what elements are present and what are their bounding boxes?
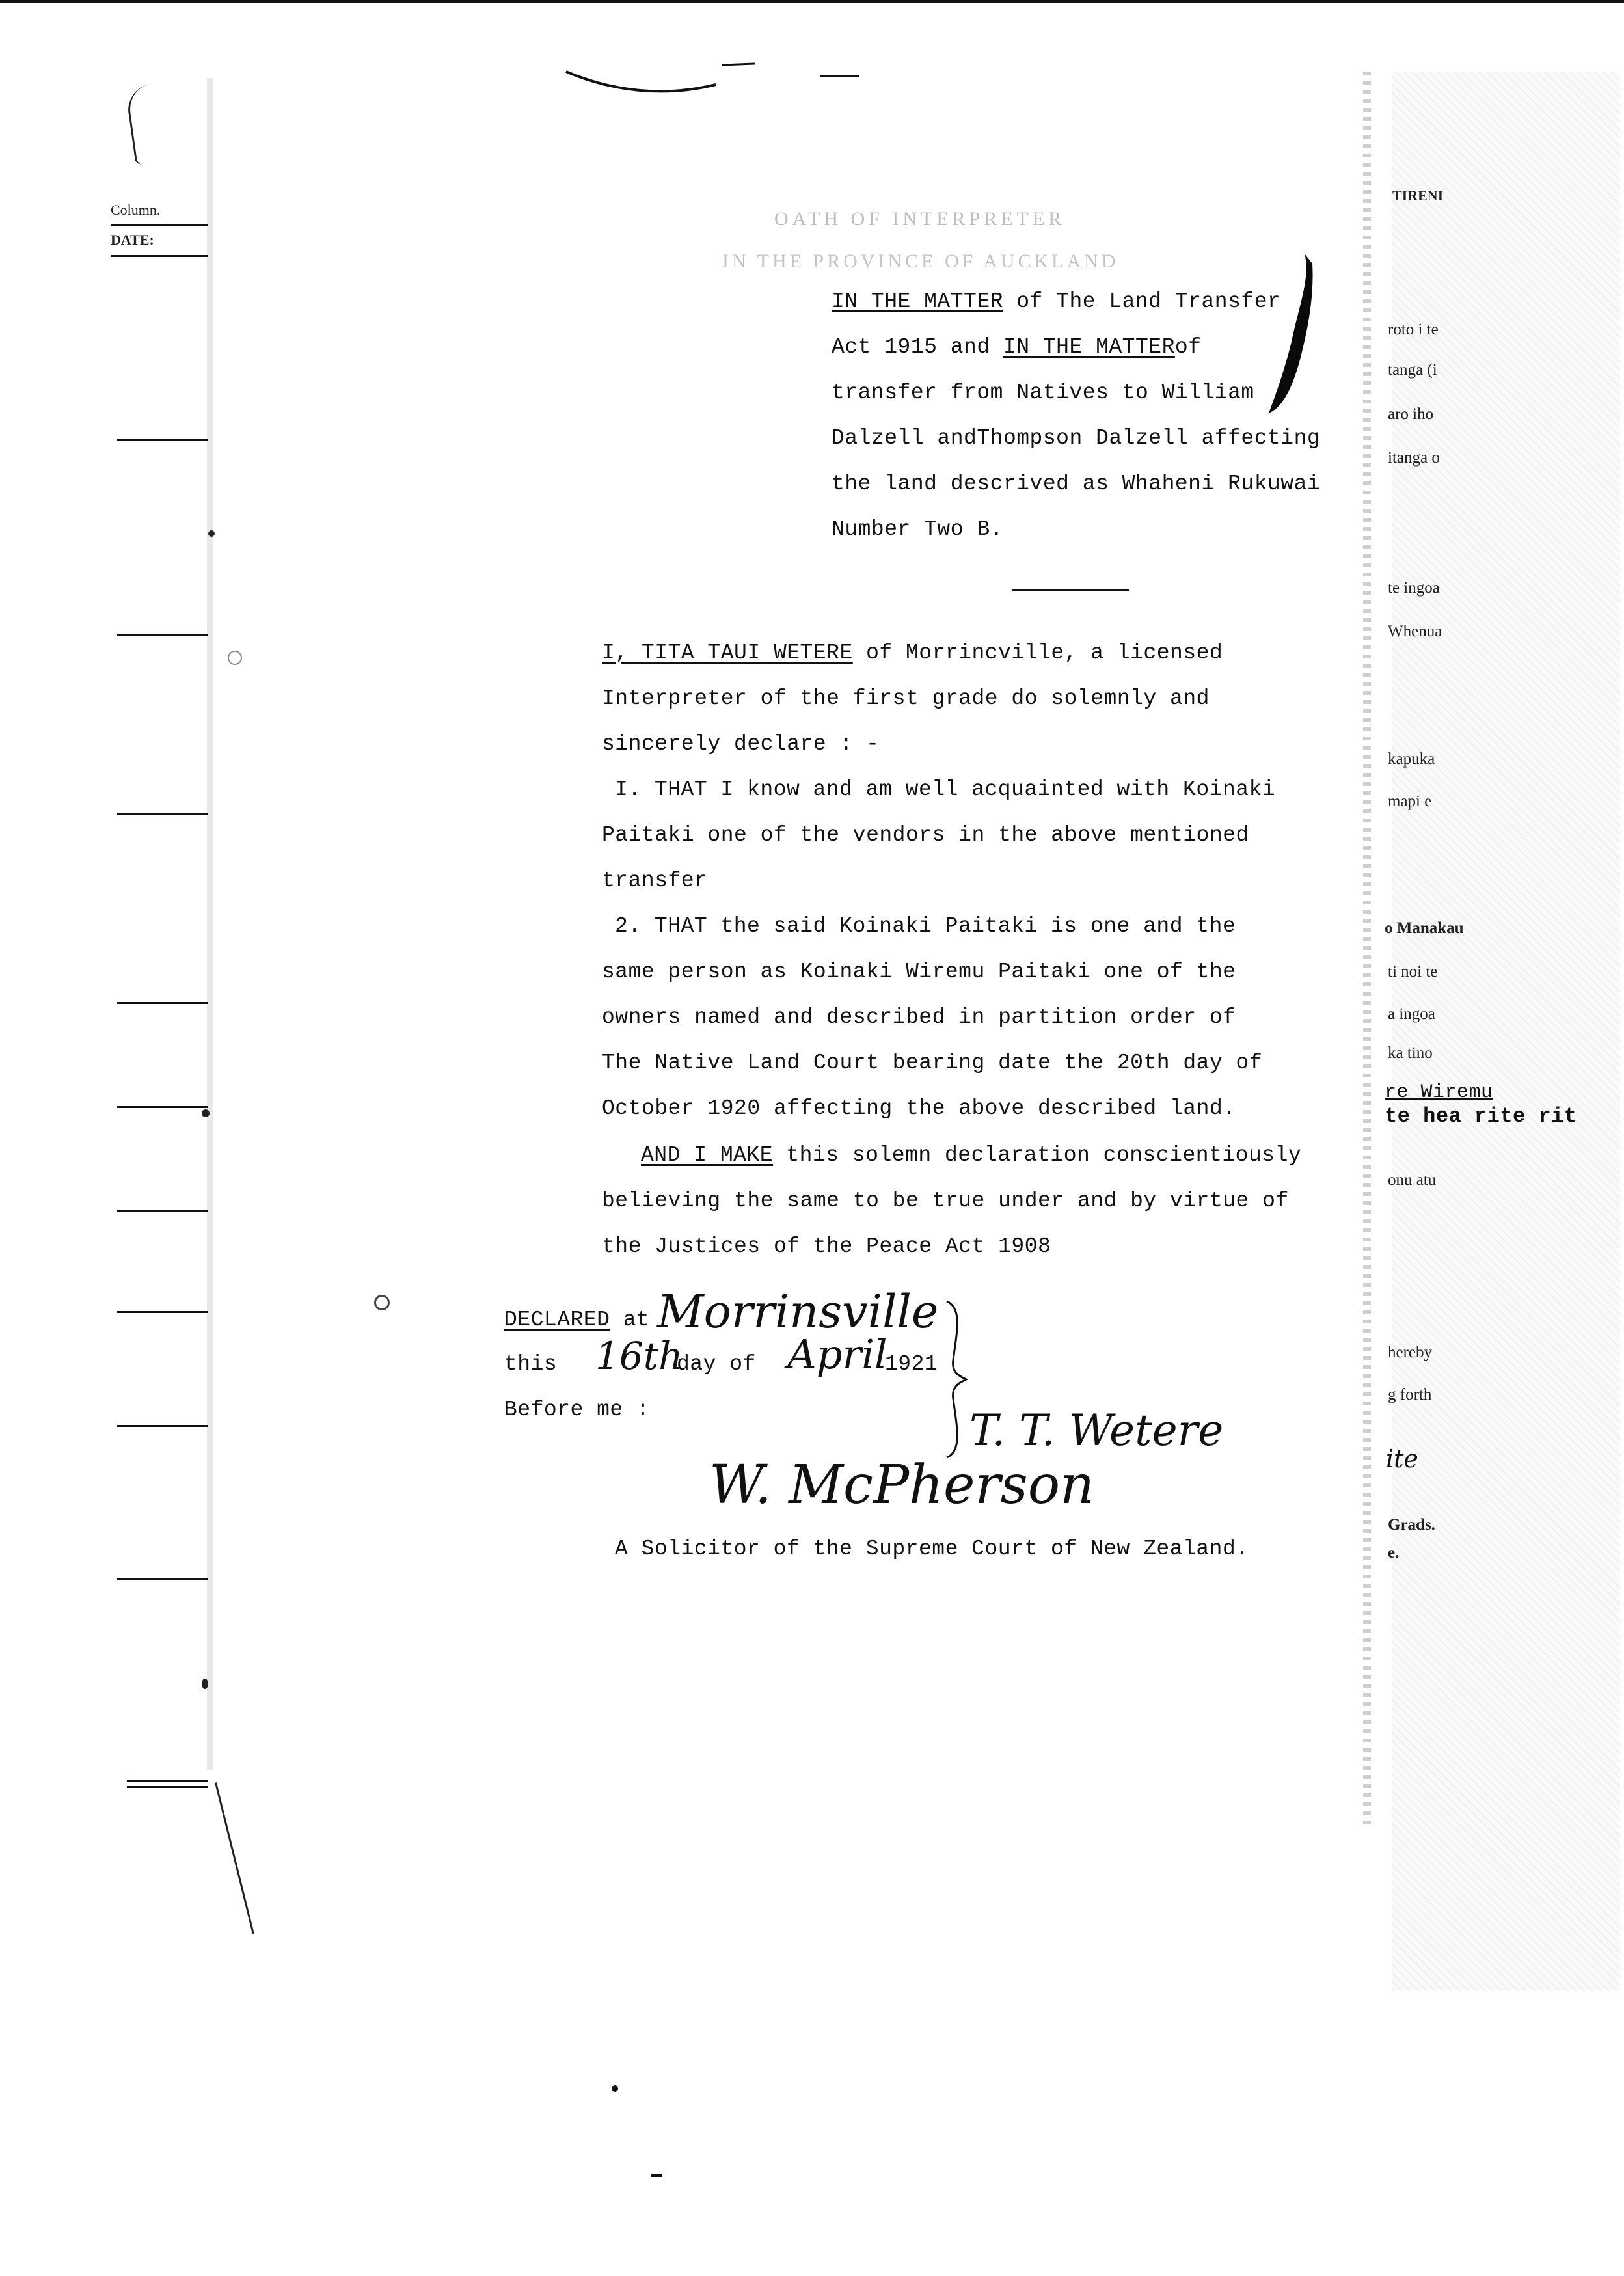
left-tick (117, 813, 208, 815)
month-handwritten: April (787, 1331, 887, 1378)
left-column-label: Column. (111, 202, 161, 218)
declared-label: DECLARED (504, 1308, 610, 1332)
paragraph-2-line: same person as Koinaki Wiremu Paitaki one of the (602, 960, 1236, 984)
day-handwritten: 16th (595, 1334, 683, 1378)
left-double-rule (127, 1780, 208, 1782)
right-fragment: itanga o (1388, 449, 1440, 467)
closing-line: AND I MAKE this solemn declaration conscientiously (641, 1143, 1302, 1167)
section-divider (1012, 589, 1129, 591)
right-edge-texture (1392, 72, 1620, 1991)
right-fragment: te hea rite rit (1385, 1104, 1577, 1128)
left-tick (117, 634, 208, 636)
top-pen-curve (560, 59, 774, 98)
binding-shadow (207, 78, 213, 1770)
paragraph-1-line: I. THAT I know and am well acquainted with Koinaki (615, 778, 1276, 802)
right-fragment: te ingoa (1388, 579, 1440, 597)
left-tick (117, 439, 208, 441)
left-tick (117, 1425, 208, 1427)
faded-header-line-2: IN THE PROVINCE OF AUCKLAND (722, 251, 1119, 272)
witness-signature: W. McPherson (709, 1454, 1094, 1516)
right-fragment: o Manakau (1385, 919, 1464, 937)
paragraph-2-line: October 1920 affecting the above described land. (602, 1096, 1236, 1120)
right-fragment: ti noi te (1388, 963, 1438, 981)
right-fragment: g forth (1388, 1386, 1432, 1403)
paragraph-2-line: owners named and described in partition order of (602, 1005, 1236, 1029)
year-printed: 1921 (885, 1352, 938, 1376)
declarant-signature: T. T. Wetere (969, 1405, 1224, 1456)
ink-blot (1265, 251, 1324, 420)
right-fragment: Grads. (1388, 1516, 1435, 1534)
in-the-matter-heading: IN THE MATTER (832, 290, 1003, 314)
matter-line-2: Act 1915 and IN THE MATTERof (832, 335, 1202, 359)
scan-speck (651, 2174, 662, 2177)
left-tick (117, 1578, 208, 1580)
paragraph-1-line: transfer (602, 869, 708, 893)
pen-mark-top-left (125, 82, 176, 165)
scan-speck (202, 1109, 210, 1117)
paragraph-1-line: Paitaki one of the vendors in the above mentioned (602, 823, 1249, 847)
declaration-line: Interpreter of the first grade do solemnly and (602, 686, 1210, 711)
closing-line: believing the same to be true under and by virtue of (602, 1189, 1289, 1213)
declarant-name: I, TITA TAUI WETERE (602, 641, 853, 665)
right-fold-line (1363, 72, 1371, 1828)
left-tick (117, 1106, 208, 1108)
right-fragment: Whenua (1388, 623, 1442, 640)
left-date-label: DATE: (111, 232, 154, 248)
witness-title: A Solicitor of the Supreme Court of New Zealand. (615, 1537, 1249, 1561)
left-tick (117, 1210, 208, 1212)
right-fragment: aro iho (1388, 405, 1434, 423)
right-fragment: kapuka (1388, 750, 1435, 768)
right-fragment: mapi e (1388, 793, 1432, 810)
left-tick (117, 1002, 208, 1004)
and-i-make-heading: AND I MAKE (641, 1143, 774, 1167)
right-fragment: onu atu (1388, 1171, 1437, 1189)
left-double-rule (127, 1786, 208, 1788)
right-handwriting-fragment: ite (1386, 1444, 1418, 1473)
right-fragment: TIRENI (1392, 187, 1444, 204)
faded-header-line-1: OATH OF INTERPRETER (774, 208, 1066, 230)
declared-at-line: DECLARED at (504, 1308, 650, 1332)
right-fragment: tanga (i (1388, 361, 1437, 379)
this-label: this (504, 1352, 558, 1376)
right-fragment: hereby (1388, 1344, 1433, 1361)
intro-line: I, TITA TAUI WETERE of Morrincville, a licensed (602, 641, 1223, 665)
scan-ring (228, 651, 242, 665)
day-of-label: day of (677, 1352, 756, 1376)
paragraph-2-line: The Native Land Court bearing date the 20th day of (602, 1051, 1263, 1075)
scan-speck (202, 1679, 208, 1689)
scan-speck (612, 2085, 618, 2092)
right-fragment: ka tino (1388, 1044, 1433, 1062)
right-fragment: a ingoa (1388, 1005, 1435, 1023)
matter-line-5: the land descrived as Whaheni Rukuwai (832, 472, 1321, 496)
matter-line-1: IN THE MATTER of The Land Transfer (832, 290, 1281, 314)
declaration-line: sincerely declare : - (602, 732, 880, 756)
scan-speck (208, 530, 215, 537)
right-fragment: roto i te (1388, 321, 1439, 338)
left-tick (117, 1311, 208, 1313)
before-me-label: Before me : (504, 1398, 650, 1422)
matter-line-3: transfer from Natives to William (832, 381, 1254, 405)
top-dash (820, 75, 859, 77)
right-fragment: re Wiremu (1385, 1081, 1493, 1104)
right-fragment: e. (1388, 1544, 1400, 1562)
top-edge-line (0, 0, 1624, 3)
paragraph-2-line: 2. THAT the said Koinaki Paitaki is one and the (615, 914, 1236, 938)
left-pen-stroke (215, 1782, 254, 1934)
matter-line-4: Dalzell andThompson Dalzell affecting (832, 426, 1321, 450)
scan-ring (374, 1295, 390, 1310)
place-handwritten: Morrinsville (657, 1285, 939, 1338)
closing-line: the Justices of the Peace Act 1908 (602, 1234, 1051, 1258)
left-rule-1 (111, 224, 208, 226)
left-rule-2 (111, 255, 208, 257)
in-the-matter-heading-2: IN THE MATTER (1003, 335, 1175, 359)
matter-line-6: Number Two B. (832, 517, 1003, 541)
